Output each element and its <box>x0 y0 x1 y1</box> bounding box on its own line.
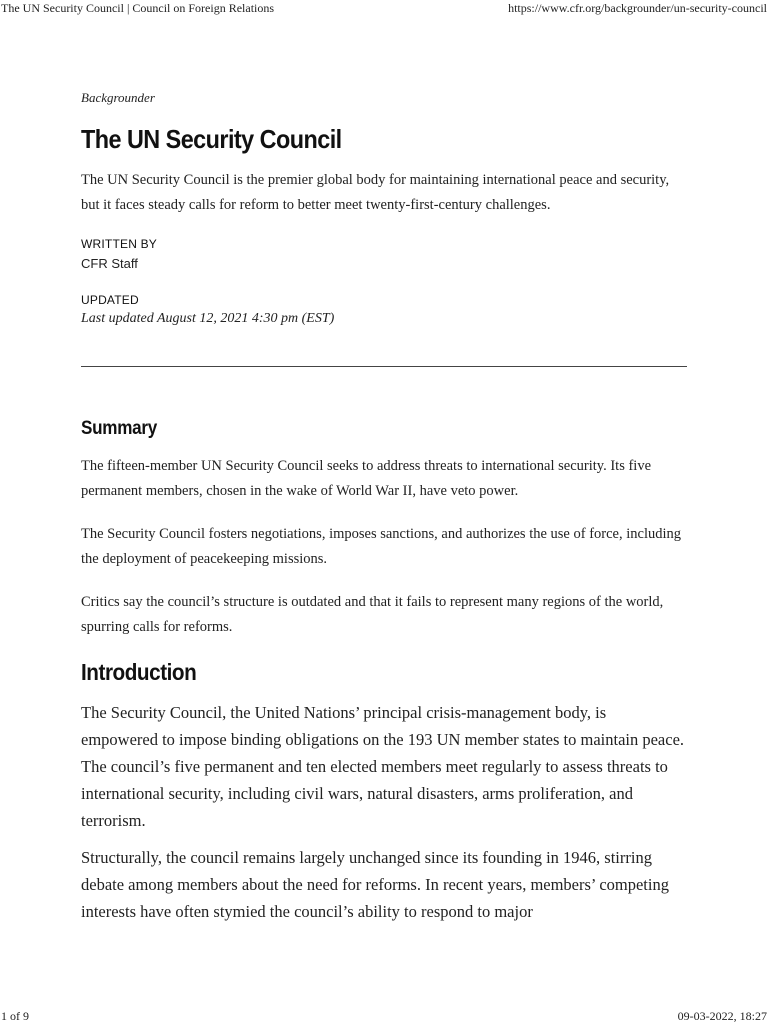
article-kicker: Backgrounder <box>81 90 155 105</box>
updated-date: Last updated August 12, 2021 4:30 pm (EST) <box>81 311 335 326</box>
summary-paragraph: The fifteen-member UN Security Council seeks to address threats to international security. Its five permanent members, chosen in the wake of World War II, have veto power. <box>81 458 652 499</box>
written-by-label: WRITTEN BY <box>81 237 157 251</box>
page-number: 1 of 9 <box>1 1009 29 1023</box>
introduction-heading: Introduction <box>81 659 197 685</box>
updated-label: UPDATED <box>81 293 139 307</box>
summary-paragraph: The Security Council fosters negotiations, imposes sanctions, and authorizes the use of force, including the deployment of peacekeeping missions. <box>81 526 682 567</box>
introduction-paragraph: Structurally, the council remains largely unchanged since its founding in 1946, stirring debate among members about the need for reforms. In recent years, members’ competing interests have often stymied the council’s ability to respond to major <box>81 848 669 921</box>
print-header-title: The UN Security Council | Council on Foreign Relations <box>1 1 275 15</box>
summary-heading: Summary <box>81 418 158 439</box>
print-timestamp: 09-03-2022, 18:27 <box>677 1009 767 1023</box>
introduction-paragraph: The Security Council, the United Nations’ principal crisis-management body, is empowered to impose binding obligations on the 193 UN member states to maintain peace. The council’s five permanent and ten elected members meet regularly to assess threats to international security, including civil wars, natural disasters, arms proliferation, and terrorism. <box>81 703 685 830</box>
print-header <box>0 1 768 16</box>
print-footer <box>0 1009 768 1024</box>
page-title: The UN Security Council <box>81 124 342 154</box>
print-header-url[interactable]: https://www.cfr.org/backgrounder/un-security-council <box>508 1 767 15</box>
article-dek: The UN Security Council is the premier global body for maintaining international peace and security, but it faces steady calls for reform to better meet twenty-first-century challenges. <box>81 172 670 213</box>
author-name[interactable]: CFR Staff <box>81 256 138 271</box>
summary-paragraph: Critics say the council’s structure is outdated and that it fails to represent many regions of the world, spurring calls for reforms. <box>81 594 664 635</box>
section-divider <box>81 366 687 367</box>
